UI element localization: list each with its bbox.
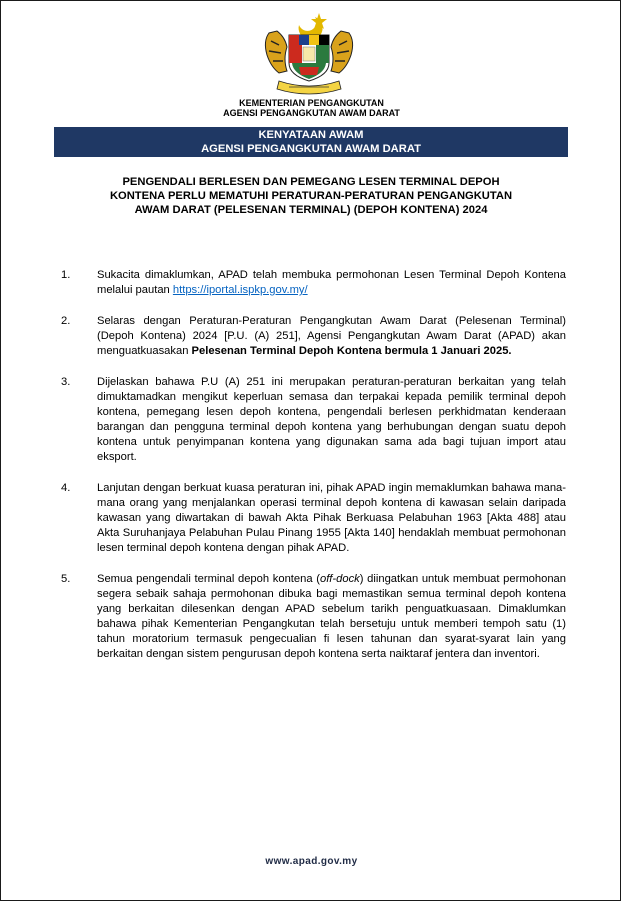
- paragraph-text: Lanjutan dengan berkuat kuasa peraturan ini, pihak APAD ingin memaklumkan bahawa mana-mana orang yang menjalankan operasi terminal depoh kontena di kawasan selain daripada kawasan yang diwartakan di bawah Akta Pihak Berkuasa Pelabuhan 1963 [Akta 488] atau Akta Suruhanjaya Pelabuhan Pulau Pinang 1955 [Akta 140] hendaklah membuat permohonan lesen terminal depoh kontena dengan pihak APAD.: [97, 482, 566, 554]
- coat-of-arms-icon: [259, 11, 359, 97]
- title-line-1: PENGENDALI BERLESEN DAN PEMEGANG LESEN TERMINAL DEPOH: [122, 176, 500, 188]
- paragraph-text-b: ) diingatkan untuk membuat permohonan segera sebaik sahaja permohonan dibuka bagi memastikan semua terminal depoh kontena yang berkaitan dilesenkan dengan APAD sebelum tarikh penguatkuasaan. Dimaklumkan bahawa pihak Kementerian Pengangkutan telah bersetuju untuk memberi tempoh satu (1) tahun moratorium termasuk pengecualian fi lesen tahunan dan syarat-syarat lain yang berkaitan dengan sistem pengurusan depoh kontena serta naiktaraf jentera dan inventori.: [97, 573, 566, 660]
- paragraph-text-a: Semua pengendali terminal depoh kontena (: [97, 573, 320, 585]
- banner-title: KENYATAAN AWAM: [258, 129, 364, 141]
- paragraph-text-a: Selaras dengan Peraturan-Peraturan Pengangkutan Awam Darat (Pelesenan Terminal) (Depoh Kontena) 2024 [P.U. (A) 251], Agensi Pengangkutan Awam Darat (APAD) akan menguatkuasakan: [97, 315, 566, 357]
- paragraph-item: [1, 314, 621, 359]
- paragraph-number: 2.: [61, 315, 71, 327]
- paragraph-number: 3.: [61, 376, 71, 388]
- paragraph-item: [1, 375, 621, 465]
- paragraph-item: [1, 481, 621, 556]
- banner-subtitle: AGENSI PENGANGKUTAN AWAM DARAT: [201, 143, 421, 155]
- ministry-name: KEMENTERIAN PENGANGKUTAN: [239, 98, 384, 108]
- paragraph-text-a: Sukacita dimaklumkan, APAD telah membuka permohonan Lesen Terminal Depoh Kontena melalui pautan: [97, 269, 566, 296]
- paragraph-text: [97, 268, 566, 298]
- paragraph-text: Dijelaskan bahawa P.U (A) 251 ini merupakan peraturan-peraturan berkaitan yang telah dimuktamadkan mengikut keperluan semasa dan terpakai kepada pemilik terminal depoh kontena, pemegang lesen depoh kontena, pengendali berlesen perkhidmatan kenderaan barangan dan pengguna terminal depoh kontena yang berhubungan dengan suatu depoh kontena untuk penyimpanan kontena yang digunakan sama ada bagi tujuan import atau eksport.: [97, 376, 566, 463]
- paragraph-item: [1, 268, 621, 298]
- title-line-2: KONTENA PERLU MEMATUHI PERATURAN-PERATURAN PENGANGKUTAN: [109, 190, 513, 202]
- paragraph-text: [97, 572, 566, 662]
- paragraph-number: 4.: [61, 482, 71, 494]
- paragraph-text: [97, 314, 566, 359]
- website-footer: www.apad.gov.my: [265, 856, 358, 867]
- title-line-3: AWAM DARAT (PELESENAN TERMINAL) (DEPOH KONTENA) 2024: [134, 204, 488, 216]
- paragraph-number: 1.: [61, 269, 71, 281]
- paragraph-number: 5.: [61, 573, 71, 585]
- notice-title: [54, 175, 568, 217]
- numbered-paragraphs: [1, 268, 621, 678]
- announcement-banner: [54, 127, 568, 157]
- paragraph-item: [1, 572, 621, 662]
- ministry-header: [1, 98, 621, 118]
- iportal-link[interactable]: https://iportal.ispkp.gov.my/: [172, 284, 308, 296]
- paragraph-bold-text: Pelesenan Terminal Depoh Kontena bermula 1 Januari 2025.: [191, 345, 512, 357]
- paragraph-italic-text: off-dock: [319, 573, 360, 585]
- agency-name: AGENSI PENGANGKUTAN AWAM DARAT: [223, 108, 400, 118]
